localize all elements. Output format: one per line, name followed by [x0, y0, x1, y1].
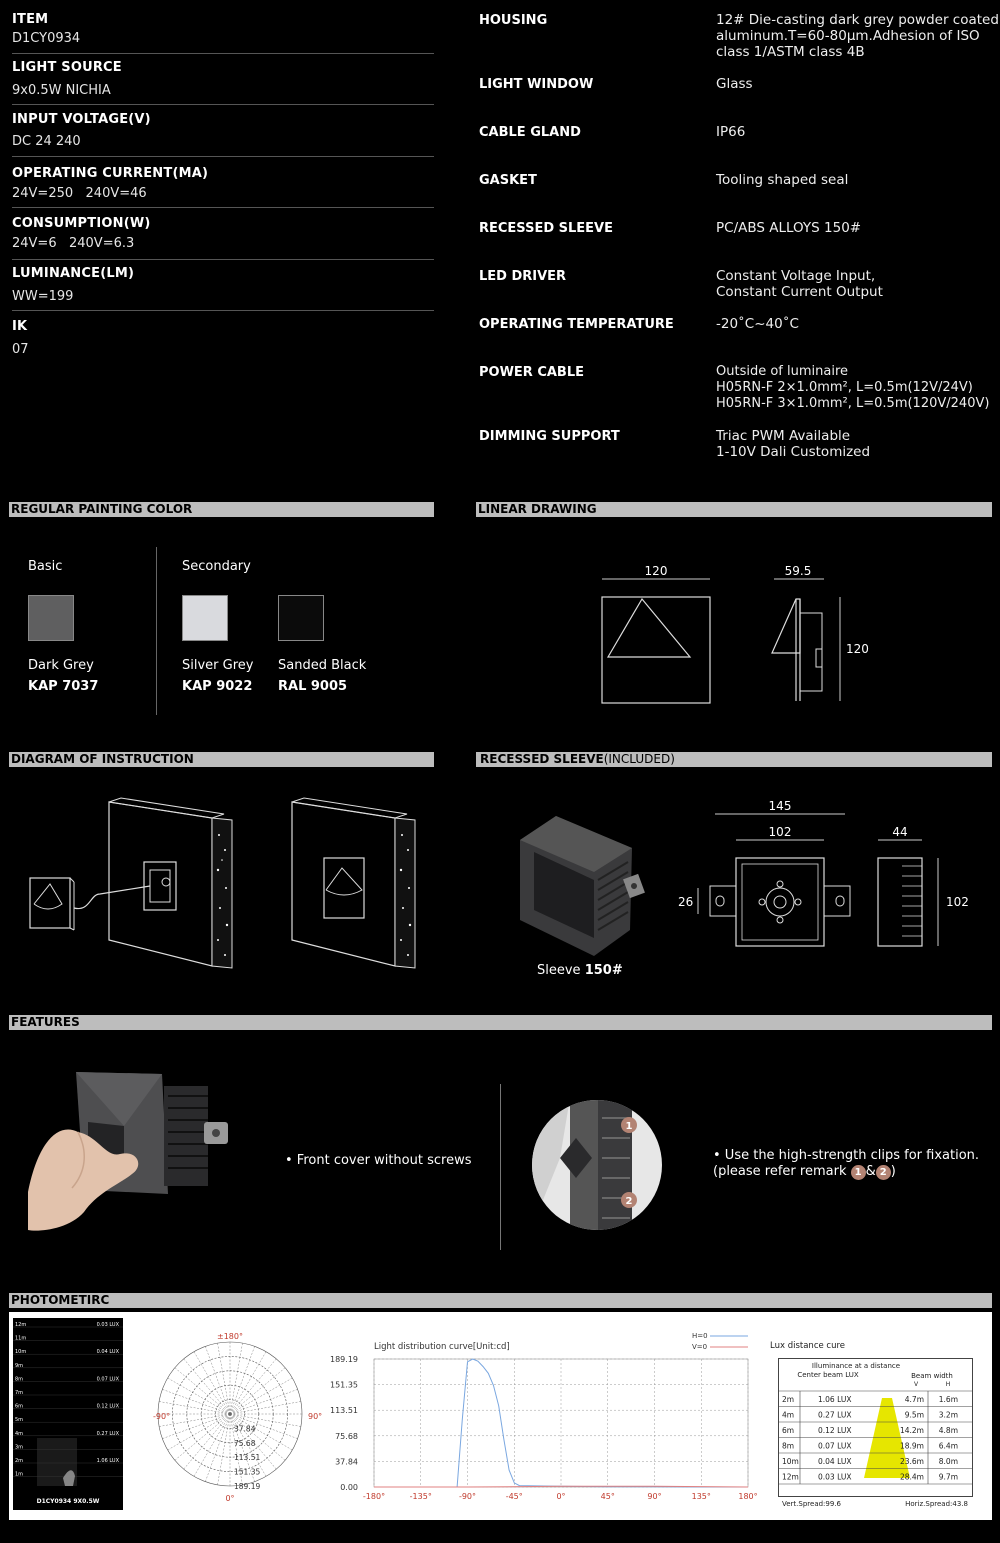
- x-tick: 0°: [556, 1492, 566, 1501]
- lux-beam-v: 14.2m: [899, 1426, 924, 1435]
- lux-value: 0.03 LUX: [818, 1472, 852, 1482]
- distance-lux: 0.27 LUX: [96, 1430, 119, 1437]
- lux-beam-v: 18.9m: [899, 1441, 924, 1451]
- lux-beam-h: 8.0m: [938, 1457, 958, 1466]
- remark-badge-1: 1: [851, 1165, 866, 1180]
- dim-inner: 102: [768, 825, 792, 839]
- spec-label: HOUSING: [479, 13, 548, 28]
- lux-head-v: V: [913, 1381, 919, 1388]
- divider: [156, 547, 157, 715]
- lux-beam-v: 4.7m: [904, 1395, 924, 1404]
- spec-value: DC 24 240: [12, 134, 81, 149]
- distance-panel: [13, 1318, 123, 1510]
- swatch-sanded-black: [278, 595, 324, 641]
- distance-label: 12m: [15, 1322, 27, 1328]
- x-tick: 135°: [691, 1492, 711, 1501]
- spec-value: 9x0.5W NICHIA: [12, 83, 111, 98]
- spec-value: Constant Voltage Input, Constant Current Output: [716, 268, 883, 300]
- remark-amp: &: [865, 1164, 876, 1179]
- y-tick: 189.19: [330, 1355, 358, 1364]
- spec-label: ITEM: [12, 12, 49, 27]
- lux-beam-v: 28.4m: [899, 1472, 924, 1482]
- lux-value: 1.06 LUX: [818, 1395, 852, 1404]
- distance-label: 8m: [15, 1376, 24, 1383]
- spec-value: Triac PWM Available 1-10V Dali Customized: [716, 428, 871, 460]
- lux-beam-h: 4.8m: [938, 1426, 958, 1435]
- luminaire-icon: [30, 878, 70, 928]
- polar-ring-label: 37.84: [234, 1424, 256, 1434]
- sleeve-title-suffix: (INCLUDED): [603, 752, 675, 766]
- spec-label: RECESSED SLEEVE: [479, 221, 613, 236]
- polar-ring-label: 189.19: [234, 1482, 261, 1491]
- distance-footer: D1CY0934 9X0.5W: [36, 1498, 100, 1505]
- lux-title: Lux distance cure: [770, 1341, 846, 1351]
- distance-label: 10m: [15, 1349, 27, 1356]
- distance-label: 1m: [15, 1471, 24, 1478]
- badge-2-label: 2: [625, 1196, 633, 1207]
- distance-label: 4m: [15, 1430, 24, 1437]
- spec-value: -20˚C~40˚C: [716, 316, 799, 332]
- divider: [12, 104, 434, 105]
- distance-lux: 0.03 LUX: [96, 1322, 119, 1328]
- sleeve-title: RECESSED SLEEVE: [480, 752, 604, 766]
- caption-prefix: Sleeve: [537, 963, 585, 978]
- x-tick: 180°: [738, 1492, 758, 1501]
- lux-beam-h: 1.6m: [938, 1395, 958, 1404]
- spec-label: IK: [12, 319, 28, 334]
- distance-lux: 0.12 LUX: [96, 1403, 119, 1410]
- dim-outer: 145: [768, 799, 792, 813]
- legend-v: V=0: [692, 1343, 708, 1351]
- spec-label: CABLE GLAND: [479, 125, 581, 140]
- remark-close: ): [890, 1164, 896, 1179]
- dim-height: 102: [946, 895, 969, 909]
- distance-label: 2m: [15, 1458, 24, 1464]
- secondary-title: Secondary: [182, 559, 251, 574]
- feature-text-2-line1: • Use the high-strength clips for fixation.: [713, 1148, 980, 1163]
- y-tick: 75.68: [335, 1431, 358, 1441]
- polar-left: -90°: [153, 1412, 171, 1421]
- badge-1-label: 1: [625, 1121, 633, 1132]
- lux-beam-h: 3.2m: [938, 1410, 958, 1420]
- spec-value: 24V=250 240V=46: [12, 186, 147, 201]
- section-bar-sleeve: [476, 752, 992, 767]
- spec-value: PC/ABS ALLOYS 150#: [716, 220, 862, 236]
- lux-table: [778, 1358, 973, 1508]
- x-tick: 45°: [600, 1492, 615, 1501]
- dim-width: 120: [644, 564, 668, 578]
- feature-text-1: • Front cover without screws: [285, 1153, 472, 1168]
- sleeve-drawing: [670, 790, 980, 960]
- spec-label: LED DRIVER: [479, 269, 567, 284]
- remark-badge-2: 2: [876, 1165, 891, 1180]
- divider: [12, 310, 434, 311]
- swatch-dark-grey: [28, 595, 74, 641]
- lux-value: 0.12 LUX: [818, 1426, 852, 1435]
- section-bar-instruction: DIAGRAM OF INSTRUCTION: [9, 752, 434, 767]
- divider: [12, 207, 434, 208]
- feature-text-2: [713, 1148, 979, 1180]
- spec-label: LUMINANCE(LM): [12, 266, 135, 281]
- instruction-diagram: [20, 790, 440, 980]
- lux-distance: 10m: [782, 1457, 799, 1466]
- polar-ring-label: 113.51: [234, 1453, 261, 1463]
- distance-lux: 0.04 LUX: [96, 1349, 119, 1356]
- lux-beam-v: 9.5m: [904, 1410, 924, 1420]
- sleeve-caption: [537, 963, 623, 978]
- spec-label: CONSUMPTION(W): [12, 216, 151, 231]
- polar-ring-label: 75.68: [234, 1438, 256, 1448]
- spec-label: OPERATING TEMPERATURE: [479, 317, 674, 332]
- y-tick: 37.84: [335, 1457, 358, 1467]
- spec-value: Glass: [716, 76, 753, 92]
- color-code: RAL 9005: [278, 679, 348, 694]
- hand-with-luminaire-photo: [28, 1062, 238, 1232]
- x-tick: -135°: [409, 1492, 432, 1501]
- section-bar-linear: LINEAR DRAWING: [476, 502, 992, 517]
- lux-distance: 2m: [782, 1395, 795, 1404]
- vert-spread: Vert.Spread:99.6: [782, 1500, 841, 1508]
- spec-value: WW=199: [12, 289, 74, 304]
- spec-value: D1CY0934: [12, 31, 81, 46]
- lux-table-panel: [760, 1314, 985, 1514]
- spec-label: GASKET: [479, 173, 537, 188]
- polar-chart: [150, 1325, 330, 1505]
- y-tick: 151.35: [330, 1380, 358, 1390]
- polar-top: ±180°: [217, 1332, 243, 1341]
- x-tick: -90°: [458, 1492, 477, 1501]
- x-tick: -180°: [362, 1492, 386, 1501]
- color-name: Dark Grey: [28, 658, 94, 673]
- distance-lux: 1.06 LUX: [96, 1458, 119, 1464]
- section-bar-features: FEATURES: [9, 1015, 992, 1030]
- spec-label: DIMMING SUPPORT: [479, 429, 620, 444]
- y-tick: 0.00: [340, 1483, 358, 1492]
- distance-label: 6m: [15, 1403, 24, 1410]
- lux-beam-h: 9.7m: [938, 1472, 958, 1482]
- x-tick: 90°: [647, 1492, 662, 1501]
- lux-distance: 4m: [782, 1410, 795, 1420]
- color-name: Sanded Black: [278, 658, 367, 673]
- spec-label: POWER CABLE: [479, 365, 585, 380]
- legend-h: H=0: [692, 1332, 708, 1340]
- dim-height: 120: [846, 642, 869, 656]
- lux-head1: Illuminance at a distance: [811, 1362, 901, 1370]
- section-bar-painting: REGULAR PAINTING COLOR: [9, 502, 434, 517]
- clip-detail-photo: [530, 1098, 664, 1232]
- feature-text-2-line2: [713, 1164, 979, 1180]
- lux-value: 0.27 LUX: [818, 1410, 852, 1420]
- divider: [12, 53, 434, 54]
- linear-drawing: [590, 555, 880, 715]
- lux-value: 0.04 LUX: [818, 1457, 852, 1466]
- divider: [12, 156, 434, 157]
- divider: [500, 1084, 501, 1250]
- lux-distance: 6m: [782, 1426, 795, 1435]
- dim-depth: 59.5: [784, 564, 812, 578]
- beam-cone: [864, 1398, 910, 1478]
- chart-title: Light distribution curve[Unit:cd]: [374, 1342, 510, 1352]
- polar-bottom: 0°: [225, 1494, 235, 1503]
- lux-head3: Beam width: [911, 1372, 953, 1380]
- lux-beam-h: 6.4m: [938, 1441, 958, 1451]
- spec-value: 12# Die-casting dark grey powder coated aluminum.T=60-80μm.Adhesion of ISO class 1/ASTM class 4B: [716, 12, 999, 60]
- lux-distance: 8m: [782, 1441, 795, 1451]
- distance-label: 9m: [15, 1362, 24, 1369]
- spec-label: LIGHT SOURCE: [12, 60, 122, 75]
- spec-label: OPERATING CURRENT(MA): [12, 166, 209, 181]
- distribution-chart: [330, 1325, 758, 1510]
- caption-bold: 150#: [584, 963, 623, 978]
- distance-label: 5m: [15, 1417, 24, 1424]
- polar-right: 90°: [308, 1412, 323, 1421]
- lux-head2: Center beam LUX: [797, 1371, 859, 1379]
- wall-1: [109, 802, 212, 966]
- spec-label: INPUT VOLTAGE(V): [12, 112, 151, 127]
- spec-value: Outside of luminaire H05RN-F 2×1.0mm², L=0.5m(12V/24V) H05RN-F 3×1.0mm², L=0.5m(120V/240V): [716, 364, 990, 411]
- lux-distance: 12m: [782, 1472, 799, 1482]
- polar-ring-label: 151.35: [234, 1467, 261, 1477]
- spec-value: 07: [12, 342, 29, 357]
- lux-head-h: H: [945, 1381, 951, 1388]
- wall-2: [292, 802, 395, 966]
- spec-label: LIGHT WINDOW: [479, 77, 594, 92]
- lux-value: 0.07 LUX: [818, 1441, 852, 1451]
- horiz-spread: Horiz.Spread:43.8: [905, 1500, 968, 1508]
- spec-value: Tooling shaped seal: [716, 172, 849, 188]
- remark-prefix: (please refer remark: [713, 1164, 851, 1179]
- basic-title: Basic: [28, 559, 63, 574]
- divider: [12, 259, 434, 260]
- color-name: Silver Grey: [182, 658, 254, 673]
- section-bar-photometric: PHOTOMETIRC: [9, 1293, 992, 1308]
- x-tick: -45°: [505, 1492, 523, 1501]
- dim-depth: 44: [892, 825, 908, 839]
- lux-beam-v: 23.6m: [899, 1457, 924, 1466]
- dim-left: 26: [678, 895, 694, 909]
- y-tick: 113.51: [330, 1406, 358, 1416]
- color-code: KAP 7037: [28, 679, 99, 694]
- distance-label: 7m: [15, 1390, 24, 1396]
- spec-value: IP66: [716, 124, 746, 140]
- distance-label: 11m: [15, 1335, 27, 1342]
- sleeve-photo: [510, 810, 650, 960]
- spec-value: 24V=6 240V=6.3: [12, 236, 135, 251]
- cable: [74, 886, 150, 909]
- distance-lux: 0.07 LUX: [96, 1376, 119, 1383]
- swatch-silver-grey: [182, 595, 228, 641]
- distance-label: 3m: [15, 1444, 24, 1451]
- color-code: KAP 9022: [182, 679, 253, 694]
